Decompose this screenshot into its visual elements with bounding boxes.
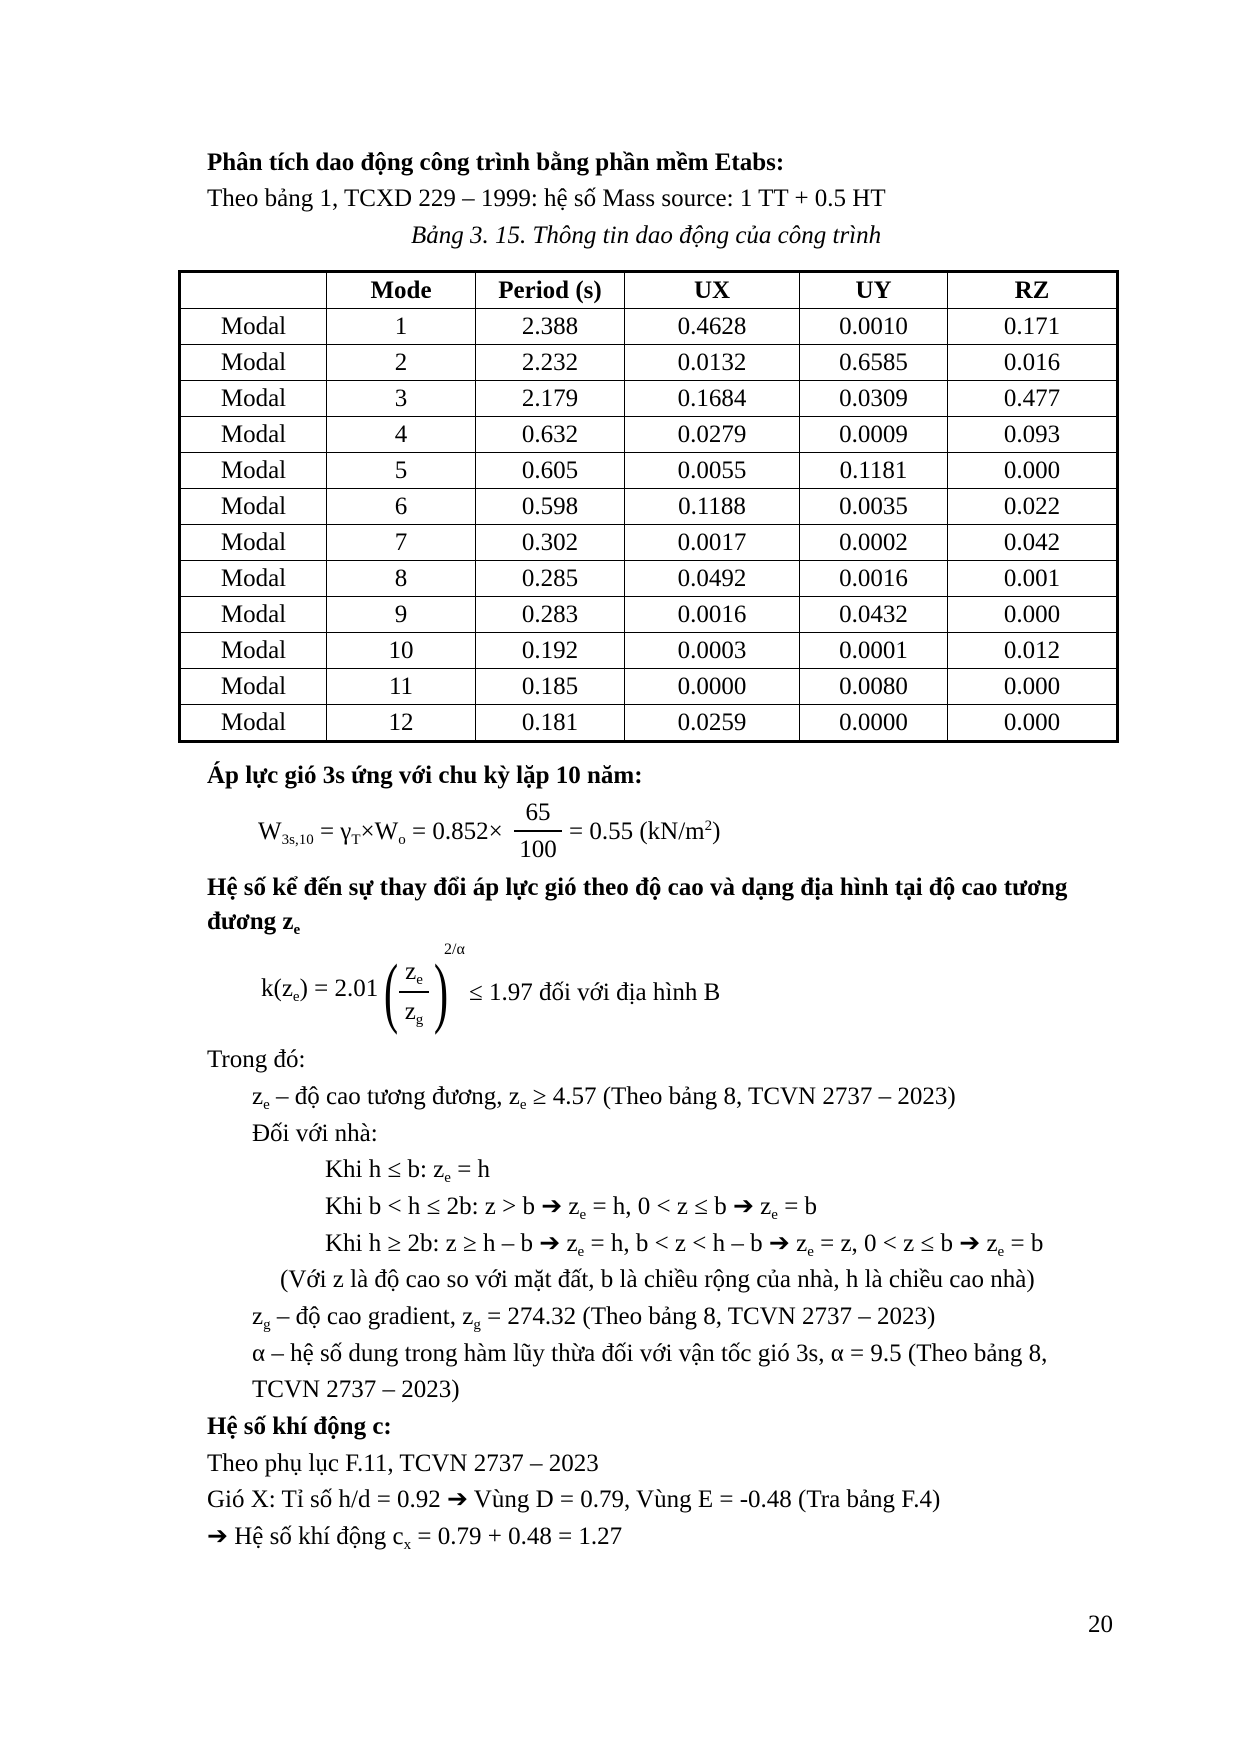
where-label: Trong đó: — [207, 1046, 306, 1073]
table-cell: Modal — [180, 705, 327, 742]
table-cell: 0.0432 — [800, 597, 948, 633]
table-cell: 2.232 — [476, 345, 625, 381]
table-cell: 0.0000 — [625, 669, 800, 705]
formula-w-lhs-sub: 3s,10 — [281, 832, 314, 848]
table-cell: 0.181 — [476, 705, 625, 742]
table-cell: 6 — [327, 489, 476, 525]
table-cell: 0.171 — [948, 309, 1118, 345]
table-cell: Modal — [180, 417, 327, 453]
alpha-line-2: TCVN 2737 – 2023) — [252, 1376, 460, 1403]
table-row — [180, 561, 1118, 597]
table-row — [180, 597, 1118, 633]
alpha-line-1: α – hệ số dung trong hàm lũy thừa đối với vận tốc gió 3s, α = 9.5 (Theo bảng 8, — [252, 1340, 1048, 1367]
table-cell: 0.0279 — [625, 417, 800, 453]
header-cell: RZ — [948, 272, 1118, 309]
table-cell: 0.192 — [476, 633, 625, 669]
table-cell: Modal — [180, 561, 327, 597]
table-cell: 4 — [327, 417, 476, 453]
table-row — [180, 417, 1118, 453]
wind-x-line: Gió X: Tỉ số h/d = 0.92 ➔ Vùng D = 0.79, Vùng E = -0.48 (Tra bảng F.4) — [207, 1486, 941, 1513]
header-cell: UX — [625, 272, 800, 309]
header-cell — [180, 272, 327, 309]
table-cell: 2.388 — [476, 309, 625, 345]
house-label: Đối với nhà: — [252, 1120, 378, 1147]
formula-k-right-paren: ) — [433, 948, 449, 1035]
table-cell: 0.0259 — [625, 705, 800, 742]
table-cell: 0.605 — [476, 453, 625, 489]
table-cell: 0.012 — [948, 633, 1118, 669]
table-cell: Modal — [180, 597, 327, 633]
table-caption: Bảng 3. 15. Thông tin dao động của công trình — [411, 222, 882, 249]
formula-k-den: z — [404, 998, 416, 1025]
formula-w-w-sub: o — [398, 832, 406, 848]
table-cell: 0.0001 — [800, 633, 948, 669]
table-cell: 0.4628 — [625, 309, 800, 345]
table-cell: 0.042 — [948, 525, 1118, 561]
table-cell: 0.0016 — [800, 561, 948, 597]
formula-w-denominator: 100 — [519, 836, 557, 863]
table-cell: Modal — [180, 453, 327, 489]
table-cell: Modal — [180, 489, 327, 525]
ze-definition: $z_e$ – độ cao tương đương, $z_e \ge 4.57$ (Theo bảng 8, TCVN 2737 – 2023) — [252, 1083, 956, 1113]
table-cell: 0.285 — [476, 561, 625, 597]
table-cell: 9 — [327, 597, 476, 633]
case-2: Khi b < h ≤ 2b: z > b ➔ $z_e = h$, 0 < z ≤ b ➔ $z_e = b$ — [325, 1193, 818, 1223]
table-cell: 0.302 — [476, 525, 625, 561]
table-row — [180, 525, 1118, 561]
table-row — [180, 453, 1118, 489]
case-3: Khi h ≥ 2b: z ≥ h – b ➔ $z_e = h$, b < z < h – b ➔ $z_e = z$, 0 < z ≤ b ➔ $z_e = b$ — [325, 1230, 1044, 1260]
table-cell: 0.093 — [948, 417, 1118, 453]
table-cell: Modal — [180, 669, 327, 705]
heading-k-line1: Hệ số kể đến sự thay đổi áp lực gió theo độ cao và dạng địa hình tại độ cao tương — [207, 874, 1068, 901]
cx-line: ➔ Hệ số khí động $c_x = 0.79 + 0.48 = 1.27$ — [207, 1523, 623, 1553]
formula-w-numerator: 65 — [525, 799, 551, 826]
formula-w-eq1: = γ — [319, 818, 352, 845]
table-cell: Modal — [180, 309, 327, 345]
table-cell: 0.185 — [476, 669, 625, 705]
table-row — [180, 669, 1118, 705]
table-cell: 2 — [327, 345, 476, 381]
table-cell: 0.0010 — [800, 309, 948, 345]
zg-definition: $z_g$ – độ cao gradient, $z_g = 274.32$ (Theo bảng 8, TCVN 2737 – 2023) — [252, 1303, 936, 1333]
formula-w-fraction-bar — [514, 830, 562, 832]
header-cell: Period (s) — [476, 272, 625, 309]
table-cell: 0.000 — [948, 669, 1118, 705]
table-cell: Modal — [180, 345, 327, 381]
table-cell: 0.000 — [948, 705, 1118, 742]
table-row — [180, 381, 1118, 417]
formula-k-tail: ≤ 1.97 đối với địa hình B — [469, 979, 721, 1006]
table-cell: 0.477 — [948, 381, 1118, 417]
table-cell: 11 — [327, 669, 476, 705]
header-cell: Mode — [327, 272, 476, 309]
appendix-line: Theo phụ lục F.11, TCVN 2737 – 2023 — [207, 1450, 599, 1477]
formula-k-num-sub: e — [416, 972, 423, 988]
table-cell: 0.0035 — [800, 489, 948, 525]
formula-k-exponent: 2/α — [444, 941, 465, 958]
table-cell: 0.000 — [948, 453, 1118, 489]
table-cell: 0.6585 — [800, 345, 948, 381]
table-cell: 0.0309 — [800, 381, 948, 417]
header-cell: UY — [800, 272, 948, 309]
arrow-icon: ➔ — [959, 1230, 981, 1257]
table-row — [180, 633, 1118, 669]
heading-c: Hệ số khí động c: — [207, 1413, 392, 1440]
table-row — [180, 309, 1118, 345]
table-cell: 0.0009 — [800, 417, 948, 453]
formula-w-result: = 0.55 (kN/m — [569, 818, 705, 845]
table-cell: 0.0080 — [800, 669, 948, 705]
table-row — [180, 345, 1118, 381]
arrow-icon: ➔ — [768, 1230, 790, 1257]
heading-k-line2: đương z — [207, 908, 294, 935]
arrow-icon: ➔ — [207, 1523, 228, 1550]
formula-w-lhs: W — [258, 818, 282, 845]
table-cell: 0.0003 — [625, 633, 800, 669]
mass-source-line: Theo bảng 1, TCXD 229 – 1999: hệ số Mass source: 1 TT + 0.5 HT — [207, 185, 886, 212]
formula-w-result-sup: 2 — [704, 818, 713, 834]
heading-wind-pressure: Áp lực gió 3s ứng với chu kỳ lặp 10 năm: — [207, 762, 643, 789]
heading-vibration: Phân tích dao động công trình bằng phần mềm Etabs: — [207, 149, 785, 176]
table-cell: 3 — [327, 381, 476, 417]
formula-k-lhs-sub: e — [292, 989, 300, 1005]
arrow-icon: ➔ — [539, 1230, 561, 1257]
case-1: Khi h ≤ b: $z_e = h$ — [325, 1156, 491, 1186]
table-cell: 0.0000 — [800, 705, 948, 742]
table-cell: 0.0055 — [625, 453, 800, 489]
formula-k-lhs-close: ) = 2.01 — [299, 975, 379, 1002]
table-cell: 10 — [327, 633, 476, 669]
heading-k-sub: e — [293, 922, 301, 938]
table-cell: 0.022 — [948, 489, 1118, 525]
table-row — [180, 705, 1118, 742]
table-cell: 0.283 — [476, 597, 625, 633]
table-header-row — [180, 272, 1118, 309]
note-z: (Với z là độ cao so với mặt đất, b là chiều rộng của nhà, h là chiều cao nhà) — [280, 1266, 1035, 1293]
table-cell: 1 — [327, 309, 476, 345]
table-cell: Modal — [180, 633, 327, 669]
formula-w-coef: = 0.852× — [411, 818, 503, 845]
arrow-icon: ➔ — [732, 1193, 754, 1220]
table-cell: 0.0016 — [625, 597, 800, 633]
table-cell: 0.1188 — [625, 489, 800, 525]
arrow-icon: ➔ — [541, 1193, 563, 1220]
formula-w-gamma-sub: T — [351, 832, 361, 848]
table-cell: 0.1684 — [625, 381, 800, 417]
table-cell: Modal — [180, 525, 327, 561]
table-cell: 0.1181 — [800, 453, 948, 489]
formula-k-num: z — [405, 958, 417, 985]
table-cell: Modal — [180, 381, 327, 417]
modal-table — [178, 270, 1119, 743]
table-cell: 5 — [327, 453, 476, 489]
arrow-icon: ➔ — [447, 1486, 468, 1513]
formula-k-lhs: k(z — [261, 975, 293, 1002]
table-cell: 0.0492 — [625, 561, 800, 597]
formula-w-result-close: ) — [712, 818, 721, 845]
table-cell: 12 — [327, 705, 476, 742]
table-cell: 8 — [327, 561, 476, 597]
table-cell: 0.0002 — [800, 525, 948, 561]
table-row — [180, 489, 1118, 525]
table-cell: 0.001 — [948, 561, 1118, 597]
table-cell: 7 — [327, 525, 476, 561]
formula-w-times-w: ×W — [360, 818, 399, 845]
formula-k-den-sub: g — [415, 1012, 424, 1028]
formula-k-fraction-bar — [399, 991, 429, 993]
formula-k-left-paren: ( — [383, 948, 399, 1035]
table-cell: 0.000 — [948, 597, 1118, 633]
page-number: 20 — [1088, 1611, 1113, 1638]
table-cell: 0.0132 — [625, 345, 800, 381]
table-cell: 0.632 — [476, 417, 625, 453]
table-cell: 0.0017 — [625, 525, 800, 561]
table-cell: 0.016 — [948, 345, 1118, 381]
table-cell: 2.179 — [476, 381, 625, 417]
table-cell: 0.598 — [476, 489, 625, 525]
